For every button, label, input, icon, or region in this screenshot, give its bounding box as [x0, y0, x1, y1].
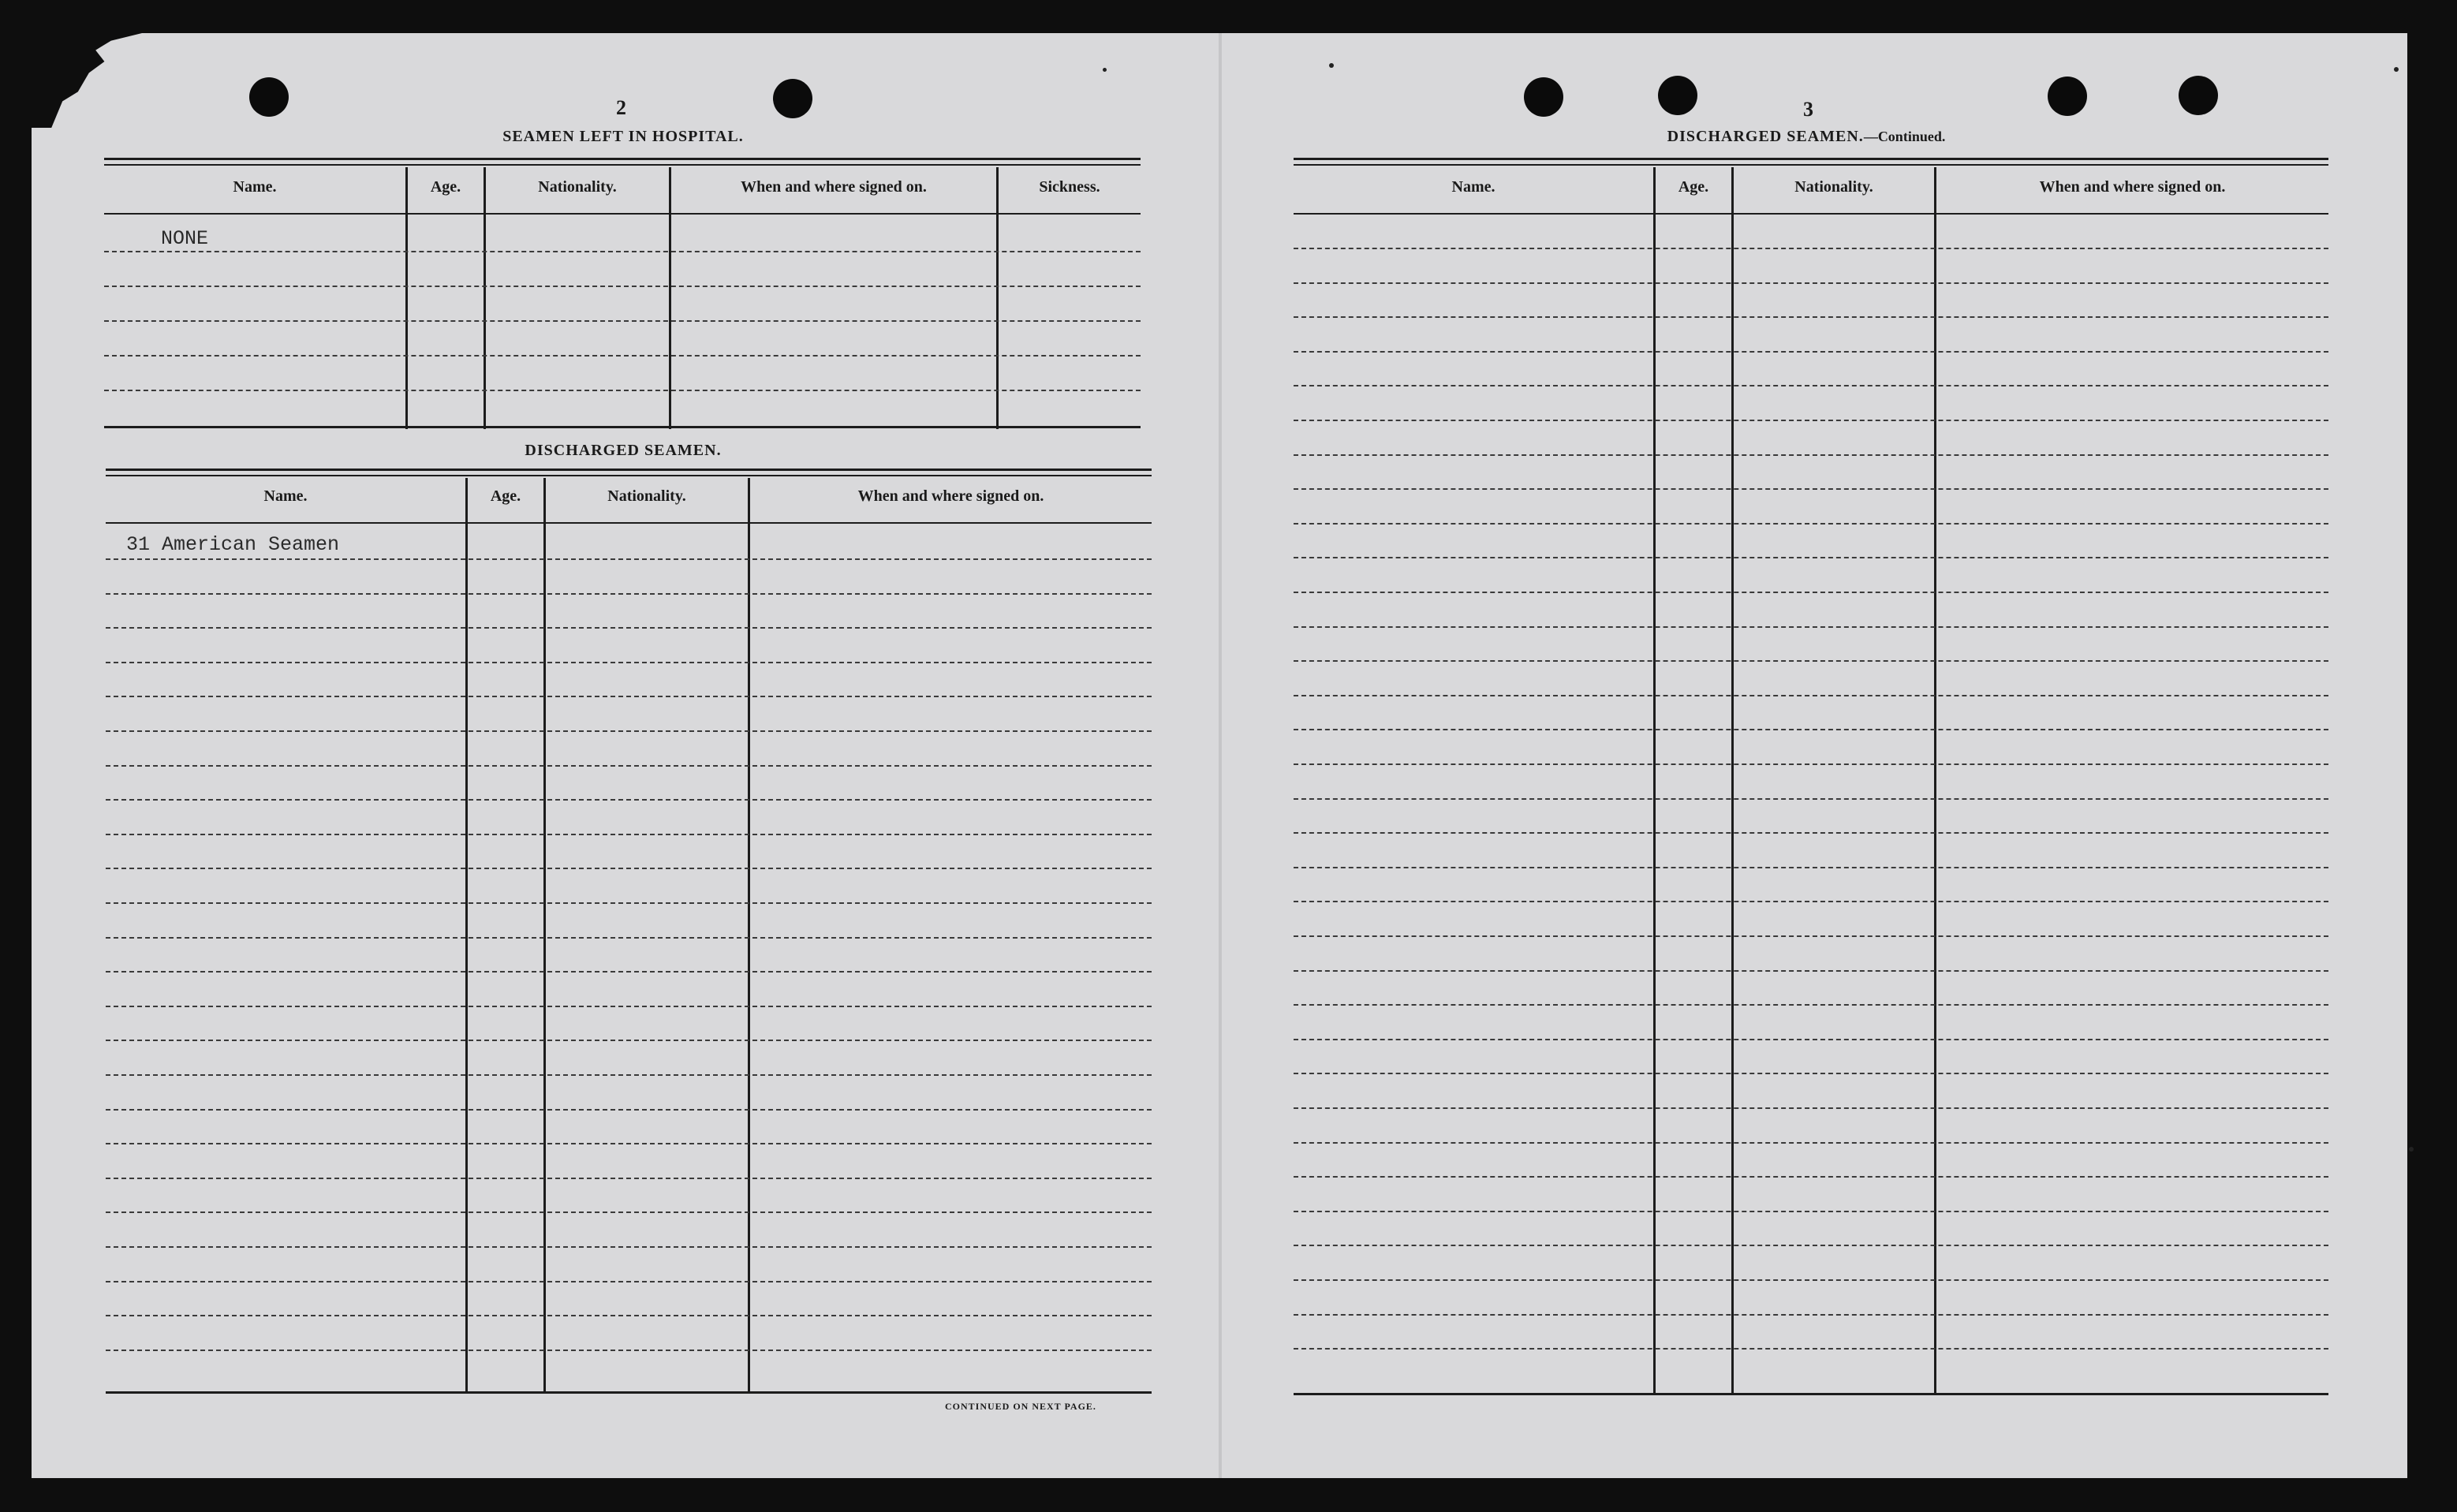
ruled-row-line [106, 1281, 1152, 1282]
speck [2409, 1147, 2414, 1152]
ruled-row-line [106, 799, 1152, 801]
col-header-name: Name. [1451, 178, 1495, 196]
ruled-row-line [1294, 316, 2328, 318]
ruled-row-line [1294, 592, 2328, 593]
ruled-row-line [106, 868, 1152, 869]
col-header-nationality: Nationality. [607, 487, 686, 505]
ruled-row-line [106, 730, 1152, 732]
discharged-title: DISCHARGED SEAMEN. [525, 442, 722, 459]
continued-note: CONTINUED ON NEXT PAGE. [945, 1401, 1096, 1412]
ruled-row-line [106, 765, 1152, 767]
ruled-row-line [1294, 454, 2328, 456]
speck [2394, 67, 2399, 72]
col-header-signed-on: When and where signed on. [857, 487, 1044, 505]
ruled-row-line [106, 662, 1152, 663]
ruled-row-line [106, 558, 1152, 560]
ruled-row-line [1294, 1004, 2328, 1006]
speck [1329, 63, 1334, 68]
ruled-row-line [1294, 1348, 2328, 1350]
ruled-row-line [1294, 763, 2328, 765]
ruled-row-line [106, 1040, 1152, 1041]
discharged-continued-title [1609, 128, 2003, 146]
ruled-row-line [106, 902, 1152, 904]
ruled-row-line [1294, 660, 2328, 662]
ruled-row-line [1294, 557, 2328, 558]
col-header-signed-on: When and where signed on. [2039, 178, 2226, 196]
col-header-sickness: Sickness. [1039, 178, 1100, 196]
ruled-row-line [1294, 1073, 2328, 1074]
ruled-row-line [1294, 1245, 2328, 1246]
ruled-row-line [1294, 1142, 2328, 1144]
col-header-age: Age. [490, 487, 521, 505]
ruled-row-line [106, 1143, 1152, 1144]
ruled-row-line [1294, 1176, 2328, 1178]
ruled-row-line [106, 1315, 1152, 1316]
ruled-row-line [106, 937, 1152, 939]
ruled-row-line [1294, 970, 2328, 972]
ruled-row-line [106, 971, 1152, 973]
punch-hole [2048, 77, 2087, 116]
page-fold [1219, 33, 1222, 1478]
col-header-age: Age. [430, 178, 461, 196]
col-header-signed-on: When and where signed on. [741, 178, 927, 196]
discharged-table-right [1294, 158, 2328, 1398]
ruled-row-line [106, 593, 1152, 595]
ruled-row-line [106, 834, 1152, 835]
punch-hole [1658, 76, 1697, 115]
punch-hole [1524, 77, 1563, 117]
ruled-row-line [106, 1006, 1152, 1007]
ruled-row-line [106, 1350, 1152, 1351]
ruled-row-line [1294, 1211, 2328, 1212]
hospital-table [104, 158, 1141, 434]
ruled-row-line [1294, 1039, 2328, 1040]
ruled-row-line [1294, 729, 2328, 730]
discharged-table-left [106, 469, 1152, 1399]
col-header-nationality: Nationality. [1794, 178, 1873, 196]
ruled-row-line [106, 1178, 1152, 1179]
ruled-row-line [1294, 282, 2328, 284]
page-number: 2 [616, 96, 626, 119]
col-header-age: Age. [1678, 178, 1709, 196]
ruled-row-line [106, 1109, 1152, 1111]
discharged-entry-name: 31 American Seamen [126, 533, 340, 556]
ruled-row-line [1294, 523, 2328, 525]
col-header-name: Name. [263, 487, 308, 505]
ruled-row-line [106, 696, 1152, 697]
ruled-row-line [1294, 1279, 2328, 1281]
ruled-row-line [1294, 626, 2328, 628]
ruled-row-line [1294, 248, 2328, 249]
ruled-row-line [1294, 832, 2328, 834]
col-header-nationality: Nationality. [538, 178, 617, 196]
col-header-name: Name. [233, 178, 277, 196]
title-continued: —Continued. [1863, 129, 1946, 144]
speck [1103, 68, 1107, 72]
ruled-row-line [106, 1211, 1152, 1213]
ruled-row-line [106, 1246, 1152, 1248]
ruled-row-line [1294, 695, 2328, 696]
ruled-row-line [1294, 901, 2328, 902]
ruled-row-line [1294, 385, 2328, 386]
title-main: DISCHARGED SEAMEN. [1667, 128, 1864, 145]
ruled-row-line [1294, 420, 2328, 421]
punch-hole [249, 77, 289, 117]
ruled-row-line [1294, 935, 2328, 937]
punch-hole [773, 79, 812, 118]
ruled-row-line [106, 1074, 1152, 1076]
page-number: 3 [1803, 98, 1813, 121]
hospital-title: SEAMEN LEFT IN HOSPITAL. [502, 128, 744, 145]
ruled-row-line [1294, 1107, 2328, 1109]
punch-hole [2179, 76, 2218, 115]
ruled-row-line [1294, 867, 2328, 868]
ruled-row-line [1294, 1314, 2328, 1316]
ruled-row-line [106, 627, 1152, 629]
hospital-entry-name: NONE [161, 227, 209, 250]
ruled-row-line [1294, 798, 2328, 800]
ruled-row-line [1294, 488, 2328, 490]
ruled-row-line [1294, 351, 2328, 353]
